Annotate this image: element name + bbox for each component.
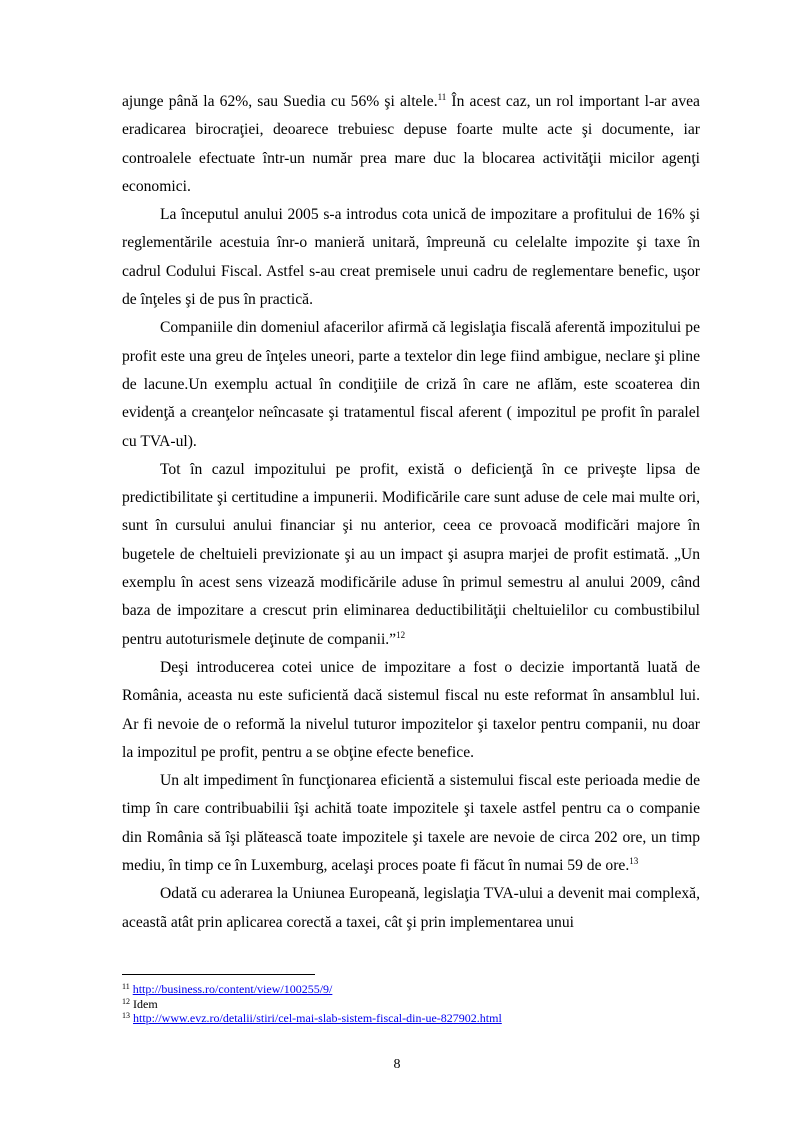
footnote-text: Idem bbox=[133, 996, 158, 1011]
paragraph-text: ajunge până la 62%, sau Suedia cu 56% şi altele. bbox=[122, 93, 438, 110]
paragraph-text: Tot în cazul impozitului pe profit, există o deficienţă în ce priveşte lipsa de predictibilitate şi certitudine a impunerii. Modificările care sunt aduse de cele mai multe ori, sunt în cursului anului financiar şi nu anterior, ceea ce provoacă modificări majore în bugetele de cheltuieli previzionate şi au un impact şi asupra marjei de profit estimată. „Un exemplu în acest sens vizează modificările aduse în primul semestru al anului 2009, când baza de impozitare a crescut prin eliminarea deductibilităţii cheltuielilor cu combustibilul pentru autoturismele deţinute de companii.” bbox=[122, 460, 700, 648]
footnote-number: 12 bbox=[122, 996, 130, 1006]
page-number: 8 bbox=[393, 1057, 401, 1072]
paragraph bbox=[122, 880, 700, 937]
paragraph-text: În acest caz, un rol important l-ar avea eradicarea birocraţiei, deoarece trebuiesc depuse foarte multe acte şi documente, iar controalele efectuate într-un număr prea mare duc la blocarea activităţii micilor agenţi economici. bbox=[122, 93, 700, 195]
footnote bbox=[122, 1011, 700, 1026]
paragraph-text: La începutul anului 2005 s-a introdus cota unică de impozitare a profitului de 16% şi reglementările acestuia înr-o manieră unitară, împreună cu celelalte impozite şi taxe în cadrul Codului Fiscal. Astfel s-au creat premisele unui cadru de reglementare benefic, uşor de înţeles şi de pus în practică. bbox=[122, 206, 700, 309]
paragraph-text: Un alt impediment în funcţionarea eficientă a sistemului fiscal este perioada medie de timp în care contribuabilii îşi achită toate impozitele şi taxele astfel pentru ca o companie din România să îşi plătească toate impozitele şi taxele are nevoie de circa 202 ore, un timp mediu, în timp ce în Luxemburg, acelaşi proces poate fi făcut în numai 59 de ore. bbox=[122, 772, 700, 875]
paragraph bbox=[122, 767, 700, 880]
body-text bbox=[122, 88, 700, 937]
footnote bbox=[122, 982, 700, 997]
paragraph-text: Deşi introducerea cotei unice de impozitare a fost o decizie importantă luată de România, aceasta nu este suficientă dacă sistemul fiscal nu este reformat în ansamblul lui. Ar fi nevoie de o reformă la nivelul tuturor impozitelor şi taxelor pentru companii, nu doar la impozitul pe profit, pentru a se obţine efecte benefice. bbox=[122, 658, 700, 761]
paragraph bbox=[122, 654, 700, 767]
paragraph bbox=[122, 201, 700, 314]
footnote bbox=[122, 997, 700, 1012]
footnotes bbox=[122, 982, 700, 1026]
paragraph bbox=[122, 314, 700, 455]
footnote-number: 11 bbox=[122, 982, 130, 991]
paragraph-text: Odată cu aderarea la Uniunea Europeană, legislaţia TVA-ului a devenit mai complexă, aceastã atât prin aplicarea corectă a taxei, cât şi prin implementarea unui bbox=[122, 885, 700, 931]
footnote-link[interactable]: http://business.ro/content/view/100255/9/ bbox=[132, 982, 333, 996]
footnote-number: 13 bbox=[122, 1011, 130, 1020]
paragraph-text: Companiile din domeniul afacerilor afirmă că legislaţia fiscală aferentă impozitului pe profit este una greu de înţeles uneori, parte a textelor din lege fiind ambigue, neclare şi pline de lacune.Un exemplu actual în condiţiile de criză în care ne aflăm, este scoaterea din evidenţă a creanţelor neîncasate şi tratamentul fiscal aferent ( impozitul pe profit în paralel cu TVA-ul). bbox=[122, 319, 700, 450]
footnote-link[interactable]: http://www.evz.ro/detalii/stiri/cel-mai-slab-sistem-fiscal-din-ue-827902.html bbox=[133, 1011, 502, 1025]
footnote-reference: 11 bbox=[437, 92, 447, 102]
footnote-reference: 12 bbox=[396, 629, 406, 640]
footnote-reference: 13 bbox=[629, 856, 639, 867]
footnote-separator bbox=[122, 974, 315, 975]
paragraph bbox=[122, 88, 700, 201]
paragraph bbox=[122, 456, 700, 654]
